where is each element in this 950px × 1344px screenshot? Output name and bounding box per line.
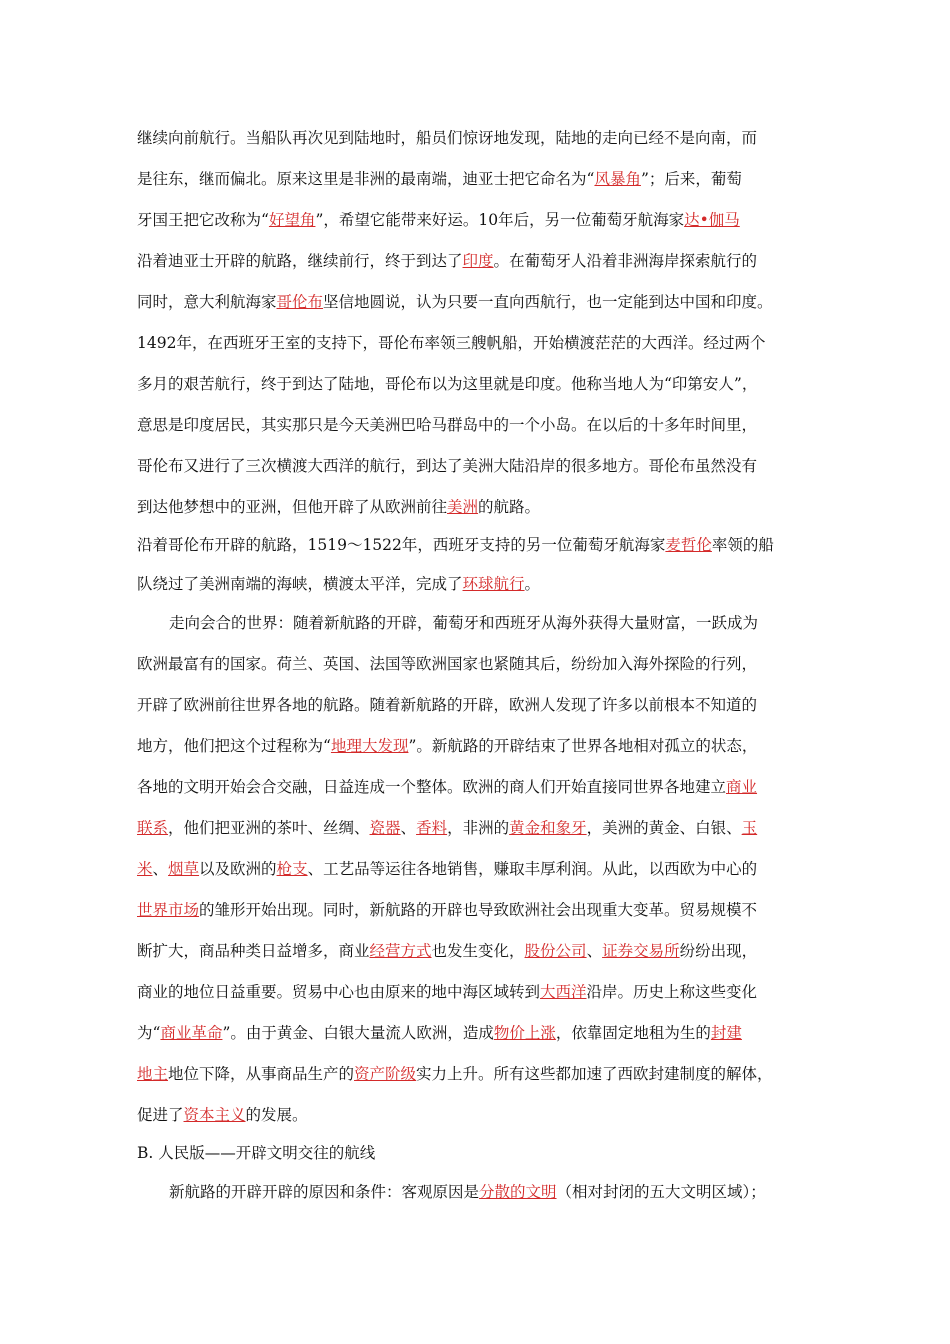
text-line bbox=[137, 939, 817, 963]
text-span: 的发展。 bbox=[245, 1106, 308, 1124]
text-span: 各地的文明开始会合交融，日益连成一个整体。欧洲的商人们开始直接同世界各地建立 bbox=[137, 778, 727, 796]
text-span: 同时，意大利航海家 bbox=[137, 293, 277, 311]
text-line bbox=[137, 454, 817, 478]
text-span: 新航路的开辟开辟的原因和条件：客观原因是 bbox=[169, 1183, 480, 1201]
keyword-link[interactable]: 哥伦布 bbox=[276, 293, 324, 311]
text-span: 队绕过了美洲南端的海峡，横渡太平洋，完成了 bbox=[137, 575, 463, 593]
text-span: 沿岸。历史上称这些变化 bbox=[586, 983, 758, 1001]
text-span: ”。由于黄金、白银大量流人欧洲，造成 bbox=[222, 1024, 494, 1042]
keyword-link[interactable]: 大西洋 bbox=[540, 983, 587, 1001]
keyword-link[interactable]: 商业革命 bbox=[160, 1024, 223, 1042]
text-span: 。 bbox=[524, 575, 541, 593]
text-line bbox=[137, 1021, 817, 1045]
text-span: 也发生变化， bbox=[431, 942, 525, 960]
text-span: 实力上升。所有这些都加速了西欧封建制度的解体， bbox=[416, 1065, 773, 1083]
text-span: 率领的船 bbox=[711, 536, 774, 554]
keyword-link[interactable]: 地理大发现 bbox=[330, 737, 409, 755]
text-span: 促进了 bbox=[137, 1106, 184, 1124]
keyword-link[interactable]: 米 bbox=[137, 860, 153, 878]
text-line bbox=[137, 372, 817, 396]
text-span: 牙国王把它改称为“ bbox=[137, 211, 269, 229]
keyword-link[interactable]: 资产阶级 bbox=[354, 1065, 417, 1083]
text-span: 哥伦布又进行了三次横渡大西洋的航行，到达了美洲大陆沿岸的很多地方。哥伦布虽然没有 bbox=[137, 457, 758, 475]
text-span: 、 bbox=[400, 819, 417, 837]
keyword-link[interactable]: 证券交易所 bbox=[602, 942, 680, 960]
text-line bbox=[137, 290, 817, 314]
keyword-link[interactable]: 香料 bbox=[416, 819, 448, 837]
text-line bbox=[137, 693, 817, 717]
keyword-link[interactable]: 封建 bbox=[710, 1024, 742, 1042]
text-line bbox=[137, 1103, 817, 1127]
text-line bbox=[137, 208, 817, 232]
text-line bbox=[137, 413, 817, 437]
text-line bbox=[137, 611, 849, 635]
text-line bbox=[137, 734, 817, 758]
text-span: 多月的艰苦航行，终于到达了陆地，哥伦布以为这里就是印度。他称当地人为“印第安人”， bbox=[137, 375, 758, 393]
text-span: 、 bbox=[152, 860, 169, 878]
text-span: 地位下降，从事商品生产的 bbox=[168, 1065, 355, 1083]
text-span: 欧洲最富有的国家。荷兰、英国、法国等欧洲国家也紧随其后，纷纷加入海外探险的行列， bbox=[137, 655, 758, 673]
keyword-link[interactable]: 印度 bbox=[462, 252, 494, 270]
keyword-link[interactable]: 好望角 bbox=[268, 211, 316, 229]
text-span: 商业的地位日益重要。贸易中心也由原来的地中海区域转到 bbox=[137, 983, 541, 1001]
keyword-link[interactable]: 经营方式 bbox=[369, 942, 432, 960]
text-span: 、工艺品等运往各地销售，赚取丰厚利润。从此，以西欧为中心的 bbox=[307, 860, 758, 878]
text-span: 继续向前航行。当船队再次见到陆地时，船员们惊讶地发现，陆地的走向已经不是向南，而 bbox=[137, 129, 758, 147]
text-span: 的航路。 bbox=[478, 498, 541, 516]
text-line bbox=[137, 331, 817, 355]
keyword-link[interactable]: 环球航行 bbox=[462, 575, 525, 593]
keyword-link[interactable]: 麦哲伦 bbox=[665, 536, 712, 554]
text-line bbox=[137, 167, 817, 191]
text-line bbox=[137, 857, 817, 881]
text-span: 沿着迪亚士开辟的航路，继续前行，终于到达了 bbox=[137, 252, 463, 270]
text-span: ”；后来，葡萄 bbox=[640, 170, 742, 188]
text-line bbox=[137, 898, 817, 922]
text-line bbox=[137, 126, 817, 150]
keyword-link[interactable]: 资本主义 bbox=[183, 1106, 246, 1124]
text-line bbox=[137, 652, 817, 676]
text-span: 坚信地圆说，认为只要一直向西航行，也一定能到达中国和印度。 bbox=[323, 293, 773, 311]
text-span: ”，希望它能带来好运。10年后，另一位葡萄牙航海家 bbox=[315, 211, 685, 229]
text-span: 意思是印度居民，其实那只是今天美洲巴哈马群岛中的一个小岛。在以后的十多年时间里， bbox=[137, 416, 758, 434]
keyword-link[interactable]: 物价上涨 bbox=[493, 1024, 556, 1042]
keyword-link[interactable]: 枪支 bbox=[276, 860, 308, 878]
text-span: 断扩大，商品种类日益增多，商业 bbox=[137, 942, 370, 960]
text-span: 1492年，在西班牙王室的支持下，哥伦布率领三艘帆船，开始横渡茫茫的大西洋。经过两个 bbox=[137, 334, 766, 352]
keyword-link[interactable]: 玉 bbox=[741, 819, 758, 837]
keyword-link[interactable]: 世界市场 bbox=[137, 901, 200, 919]
keyword-link[interactable]: 地主 bbox=[137, 1065, 169, 1083]
text-span: ，依靠固定地租为生的 bbox=[555, 1024, 711, 1042]
text-line bbox=[137, 816, 817, 840]
text-line bbox=[137, 1062, 817, 1086]
text-span: ，美洲的黄金、白银、 bbox=[586, 819, 742, 837]
keyword-link[interactable]: 商业 bbox=[726, 778, 758, 796]
keyword-link[interactable]: 风暴角 bbox=[594, 170, 641, 188]
text-line bbox=[137, 1180, 849, 1204]
keyword-link[interactable]: 分散的文明 bbox=[479, 1183, 557, 1201]
text-span: B. 人民版——开辟文明交往的航线 bbox=[137, 1144, 376, 1162]
text-span: （相对封闭的五大文明区域）； bbox=[556, 1183, 766, 1201]
text-span: 、 bbox=[586, 942, 603, 960]
text-span: 为“ bbox=[137, 1024, 161, 1042]
keyword-link[interactable]: 黄金和象牙 bbox=[509, 819, 587, 837]
text-span: 纷纷出现， bbox=[679, 942, 758, 960]
text-span: ，非洲的 bbox=[447, 819, 510, 837]
text-span: 沿着哥伦布开辟的航路，1519～1522年，西班牙支持的另一位葡萄牙航海家 bbox=[137, 536, 666, 554]
text-span: 地方，他们把这个过程称为“ bbox=[137, 737, 331, 755]
text-line bbox=[137, 495, 817, 519]
text-line bbox=[137, 1141, 817, 1165]
text-span: 。在葡萄牙人沿着非洲海岸探索航行的 bbox=[493, 252, 758, 270]
keyword-link[interactable]: 美洲 bbox=[447, 498, 479, 516]
text-span: 以及欧洲的 bbox=[199, 860, 277, 878]
text-line bbox=[137, 572, 817, 596]
text-span: 的雏形开始出现。同时，新航路的开辟也导致欧洲社会出现重大变革。贸易规模不 bbox=[199, 901, 758, 919]
keyword-link[interactable]: 达•伽马 bbox=[684, 211, 740, 229]
text-line bbox=[137, 533, 817, 557]
keyword-link[interactable]: 股份公司 bbox=[524, 942, 587, 960]
keyword-link[interactable]: 瓷器 bbox=[369, 819, 401, 837]
text-span: 是往东，继而偏北。原来这里是非洲的最南端，迪亚士把它命名为“ bbox=[137, 170, 595, 188]
text-span: 走向会合的世界：随着新航路的开辟，葡萄牙和西班牙从海外获得大量财富，一跃成为 bbox=[169, 614, 759, 632]
text-line bbox=[137, 775, 817, 799]
keyword-link[interactable]: 联系 bbox=[137, 819, 169, 837]
text-line bbox=[137, 249, 817, 273]
text-span: 开辟了欧洲前往世界各地的航路。随着新航路的开辟，欧洲人发现了许多以前根本不知道的 bbox=[137, 696, 758, 714]
text-span: ，他们把亚洲的茶叶、丝绸、 bbox=[168, 819, 370, 837]
keyword-link[interactable]: 烟草 bbox=[168, 860, 200, 878]
text-span: ”。新航路的开辟结束了世界各地相对孤立的状态， bbox=[408, 737, 758, 755]
text-line bbox=[137, 980, 817, 1004]
text-span: 到达他梦想中的亚洲，但他开辟了从欧洲前往 bbox=[137, 498, 448, 516]
